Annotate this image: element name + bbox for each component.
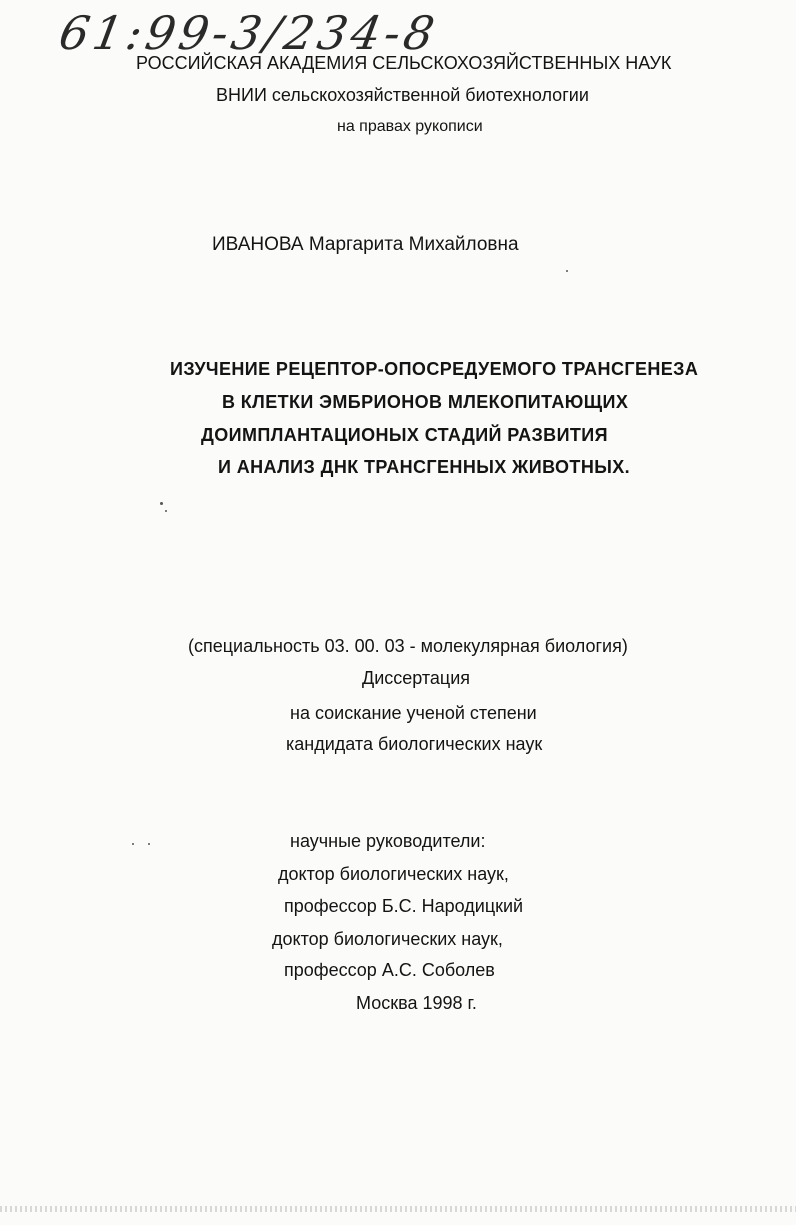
handwritten-archive-number: 61:99-3/234-8 bbox=[55, 6, 443, 60]
degree-purpose: на соискание ученой степени bbox=[290, 703, 537, 723]
title-line-3: ДОИМПЛАНТАЦИОНЫХ СТАДИЙ РАЗВИТИЯ bbox=[201, 425, 608, 445]
scan-speck bbox=[148, 843, 150, 845]
title-line-1: ИЗУЧЕНИЕ РЕЦЕПТОР-ОПОСРЕДУЕМОГО ТРАНСГЕНЕЗА bbox=[170, 359, 699, 379]
supervisor-1-degree: доктор биологических наук, bbox=[278, 864, 509, 884]
scan-speck bbox=[132, 843, 134, 845]
supervisor-2-name: профессор А.С. Соболев bbox=[284, 960, 495, 980]
title-line-4: И АНАЛИЗ ДНК ТРАНСГЕННЫХ ЖИВОТНЫХ. bbox=[218, 457, 631, 477]
degree-type: Диссертация bbox=[362, 668, 471, 688]
place-year: Москва 1998 г. bbox=[356, 993, 477, 1013]
scan-edge-noise bbox=[0, 1206, 796, 1212]
degree-name: кандидата биологических наук bbox=[286, 734, 543, 754]
title-line-2: В КЛЕТКИ ЭМБРИОНОВ МЛЕКОПИТАЮЩИХ bbox=[222, 392, 629, 412]
scan-speck bbox=[165, 510, 167, 512]
specialty: (специальность 03. 00. 03 - молекулярная биология) bbox=[188, 636, 628, 656]
supervisors-heading: научные руководители: bbox=[290, 831, 486, 851]
manuscript-status: на правах рукописи bbox=[337, 118, 483, 135]
author-name: ИВАНОВА Маргарита Михайловна bbox=[212, 234, 519, 255]
academy-name: РОССИЙСКАЯ АКАДЕМИЯ СЕЛЬСКОХОЗЯЙСТВЕННЫХ НАУК bbox=[136, 53, 672, 73]
scan-speck bbox=[160, 502, 163, 505]
scan-speck bbox=[566, 270, 568, 272]
institute-name: ВНИИ сельскохозяйственной биотехнологии bbox=[216, 85, 589, 105]
supervisor-1-name: профессор Б.С. Народицкий bbox=[284, 896, 524, 916]
supervisor-2-degree: доктор биологических наук, bbox=[272, 929, 503, 949]
